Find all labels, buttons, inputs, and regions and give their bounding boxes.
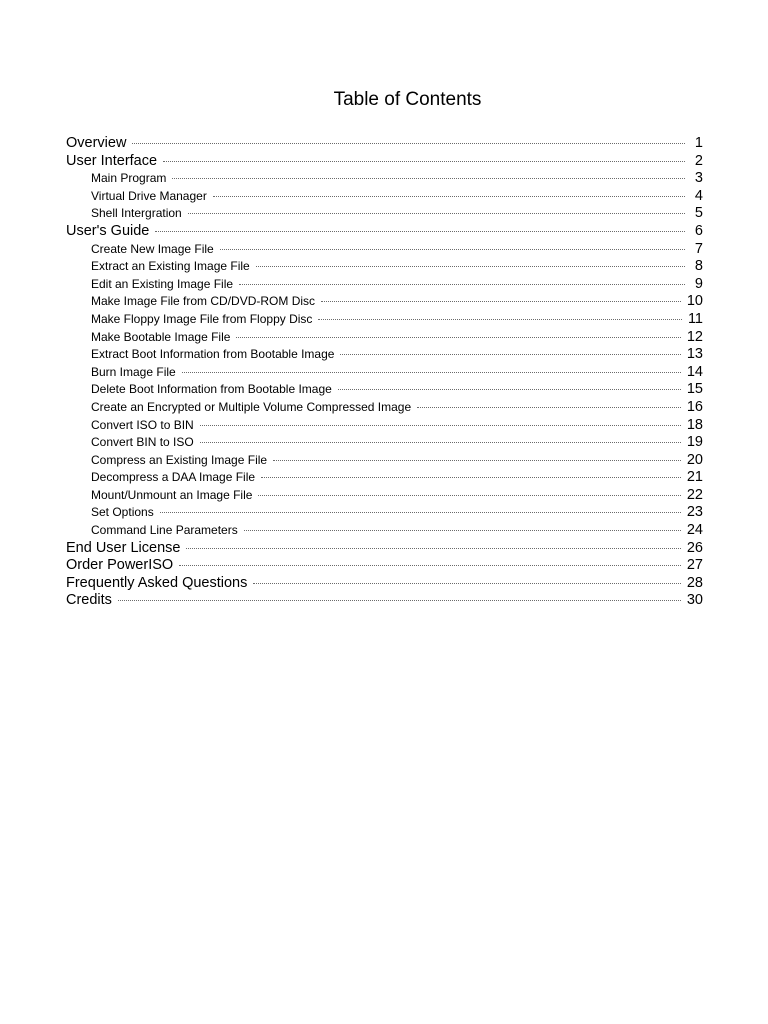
dot-leader bbox=[273, 460, 681, 461]
dot-leader bbox=[186, 548, 680, 549]
toc-subentry[interactable] bbox=[66, 205, 703, 223]
dot-leader bbox=[258, 495, 680, 496]
toc-entry-label: Shell Intergration bbox=[91, 206, 182, 221]
dot-leader bbox=[155, 231, 685, 232]
toc-entry-label: Mount/Unmount an Image File bbox=[91, 487, 253, 502]
toc-entry-label: Extract Boot Information from Bootable Image bbox=[91, 347, 335, 362]
toc-subentry[interactable] bbox=[66, 188, 703, 206]
toc-entry-label: User Interface bbox=[66, 152, 158, 169]
toc-subentry[interactable] bbox=[66, 522, 703, 540]
page-title: Table of Contents bbox=[333, 89, 482, 110]
toc-entry-label: Make Bootable Image File bbox=[91, 329, 231, 344]
toc-page-number: 26 bbox=[686, 539, 703, 556]
toc-page-number: 15 bbox=[686, 381, 703, 398]
toc-subentry[interactable] bbox=[66, 417, 703, 435]
dot-leader bbox=[261, 477, 681, 478]
dot-leader bbox=[338, 389, 681, 390]
dot-leader bbox=[318, 319, 682, 320]
toc-page-number: 8 bbox=[694, 258, 703, 275]
toc-page-number: 18 bbox=[686, 416, 703, 433]
toc-page-number: 23 bbox=[686, 504, 703, 521]
dot-leader bbox=[200, 442, 681, 443]
toc-subentry[interactable] bbox=[66, 399, 703, 417]
toc-subentry[interactable] bbox=[66, 258, 703, 276]
toc-page-number: 30 bbox=[686, 592, 703, 609]
toc-entry-label: Overview bbox=[66, 135, 127, 151]
toc-subentry[interactable] bbox=[66, 241, 703, 259]
dot-leader bbox=[253, 583, 681, 584]
toc-entry-label: Make Floppy Image File from Floppy Disc bbox=[91, 311, 313, 326]
dot-leader bbox=[200, 425, 681, 426]
toc-page-number: 12 bbox=[686, 328, 703, 345]
toc-subentry[interactable] bbox=[66, 311, 703, 329]
dot-leader bbox=[220, 249, 685, 250]
toc-subentry[interactable] bbox=[66, 487, 703, 505]
toc-entry-label: End User License bbox=[66, 539, 181, 556]
toc-subentry[interactable] bbox=[66, 364, 703, 382]
dot-leader bbox=[239, 284, 685, 285]
dot-leader bbox=[160, 512, 681, 513]
toc-subentry[interactable] bbox=[66, 434, 703, 452]
toc-page-number: 14 bbox=[686, 363, 703, 380]
toc-subentry[interactable] bbox=[66, 381, 703, 399]
dot-leader bbox=[236, 337, 680, 338]
toc-entry-label: Main Program bbox=[91, 171, 167, 186]
toc-subentry[interactable] bbox=[66, 293, 703, 311]
dot-leader bbox=[244, 530, 681, 531]
toc-entry-label: Delete Boot Information from Bootable Image bbox=[91, 382, 332, 397]
toc-page-number: 27 bbox=[686, 557, 703, 574]
dot-leader bbox=[340, 354, 680, 355]
toc-subentry[interactable] bbox=[66, 170, 703, 188]
toc-entry-label: Convert BIN to ISO bbox=[91, 435, 194, 450]
toc-page-number: 19 bbox=[686, 434, 703, 451]
toc-page-number: 9 bbox=[694, 275, 703, 292]
toc-page-number: 11 bbox=[687, 310, 703, 327]
toc-page-number: 28 bbox=[686, 574, 703, 591]
toc-subentry[interactable] bbox=[66, 346, 703, 364]
toc-page-number: 21 bbox=[686, 469, 703, 486]
toc-page-number: 20 bbox=[686, 451, 703, 468]
toc-page-number: 6 bbox=[694, 222, 703, 239]
toc-entry[interactable] bbox=[66, 135, 703, 153]
toc-page-number: 4 bbox=[694, 187, 703, 204]
dot-leader bbox=[172, 178, 685, 179]
toc-entry[interactable] bbox=[66, 557, 703, 575]
dot-leader bbox=[321, 301, 681, 302]
toc-page-number: 16 bbox=[686, 398, 703, 415]
toc-page-number: 3 bbox=[694, 170, 703, 187]
toc-subentry[interactable] bbox=[66, 469, 703, 487]
toc-entry-label: Burn Image File bbox=[91, 364, 176, 379]
dot-leader bbox=[163, 161, 685, 162]
toc-entry-label: Command Line Parameters bbox=[91, 523, 238, 538]
toc-page-number: 10 bbox=[686, 293, 703, 310]
toc-entry-label: Compress an Existing Image File bbox=[91, 452, 268, 467]
toc-entry-label: Credits bbox=[66, 592, 112, 609]
toc-entry-label: Set Options bbox=[91, 505, 154, 520]
toc-entry[interactable] bbox=[66, 575, 703, 593]
toc-list bbox=[66, 135, 703, 610]
toc-subentry[interactable] bbox=[66, 504, 703, 522]
toc-entry-label: Convert ISO to BIN bbox=[91, 417, 194, 432]
toc-page-number: 2 bbox=[694, 152, 703, 169]
dot-leader bbox=[182, 372, 681, 373]
toc-page-number: 24 bbox=[686, 522, 703, 539]
toc-page-number: 7 bbox=[694, 240, 703, 257]
toc-entry-label: Create an Encrypted or Multiple Volume Compressed Image bbox=[91, 399, 412, 414]
toc-page-number: 5 bbox=[694, 205, 703, 222]
toc-entry-label: User's Guide bbox=[66, 222, 150, 239]
dot-leader bbox=[417, 407, 681, 408]
toc-page-number: 22 bbox=[686, 486, 703, 503]
toc-entry[interactable] bbox=[66, 223, 703, 241]
toc-entry-label: Decompress a DAA Image File bbox=[91, 470, 256, 485]
dot-leader bbox=[256, 266, 685, 267]
toc-page-number: 1 bbox=[694, 135, 703, 151]
toc-entry-label: Create New Image File bbox=[91, 241, 214, 256]
toc-subentry[interactable] bbox=[66, 452, 703, 470]
dot-leader bbox=[213, 196, 685, 197]
toc-entry[interactable] bbox=[66, 592, 703, 610]
toc-entry-label: Edit an Existing Image File bbox=[91, 276, 234, 291]
toc-entry-label: Extract an Existing Image File bbox=[91, 259, 250, 274]
toc-entry[interactable] bbox=[66, 153, 703, 171]
toc-subentry[interactable] bbox=[66, 329, 703, 347]
dot-leader bbox=[188, 213, 685, 214]
dot-leader bbox=[179, 565, 681, 566]
dot-leader bbox=[118, 600, 681, 601]
toc-entry-label: Order PowerISO bbox=[66, 557, 174, 574]
dot-leader bbox=[132, 143, 685, 144]
toc-entry-label: Virtual Drive Manager bbox=[91, 188, 207, 203]
toc-entry-label: Make Image File from CD/DVD-ROM Disc bbox=[91, 294, 316, 309]
toc-page-number: 13 bbox=[686, 346, 703, 363]
toc-entry-label: Frequently Asked Questions bbox=[66, 574, 248, 591]
toc-subentry[interactable] bbox=[66, 276, 703, 294]
toc-entry[interactable] bbox=[66, 540, 703, 558]
